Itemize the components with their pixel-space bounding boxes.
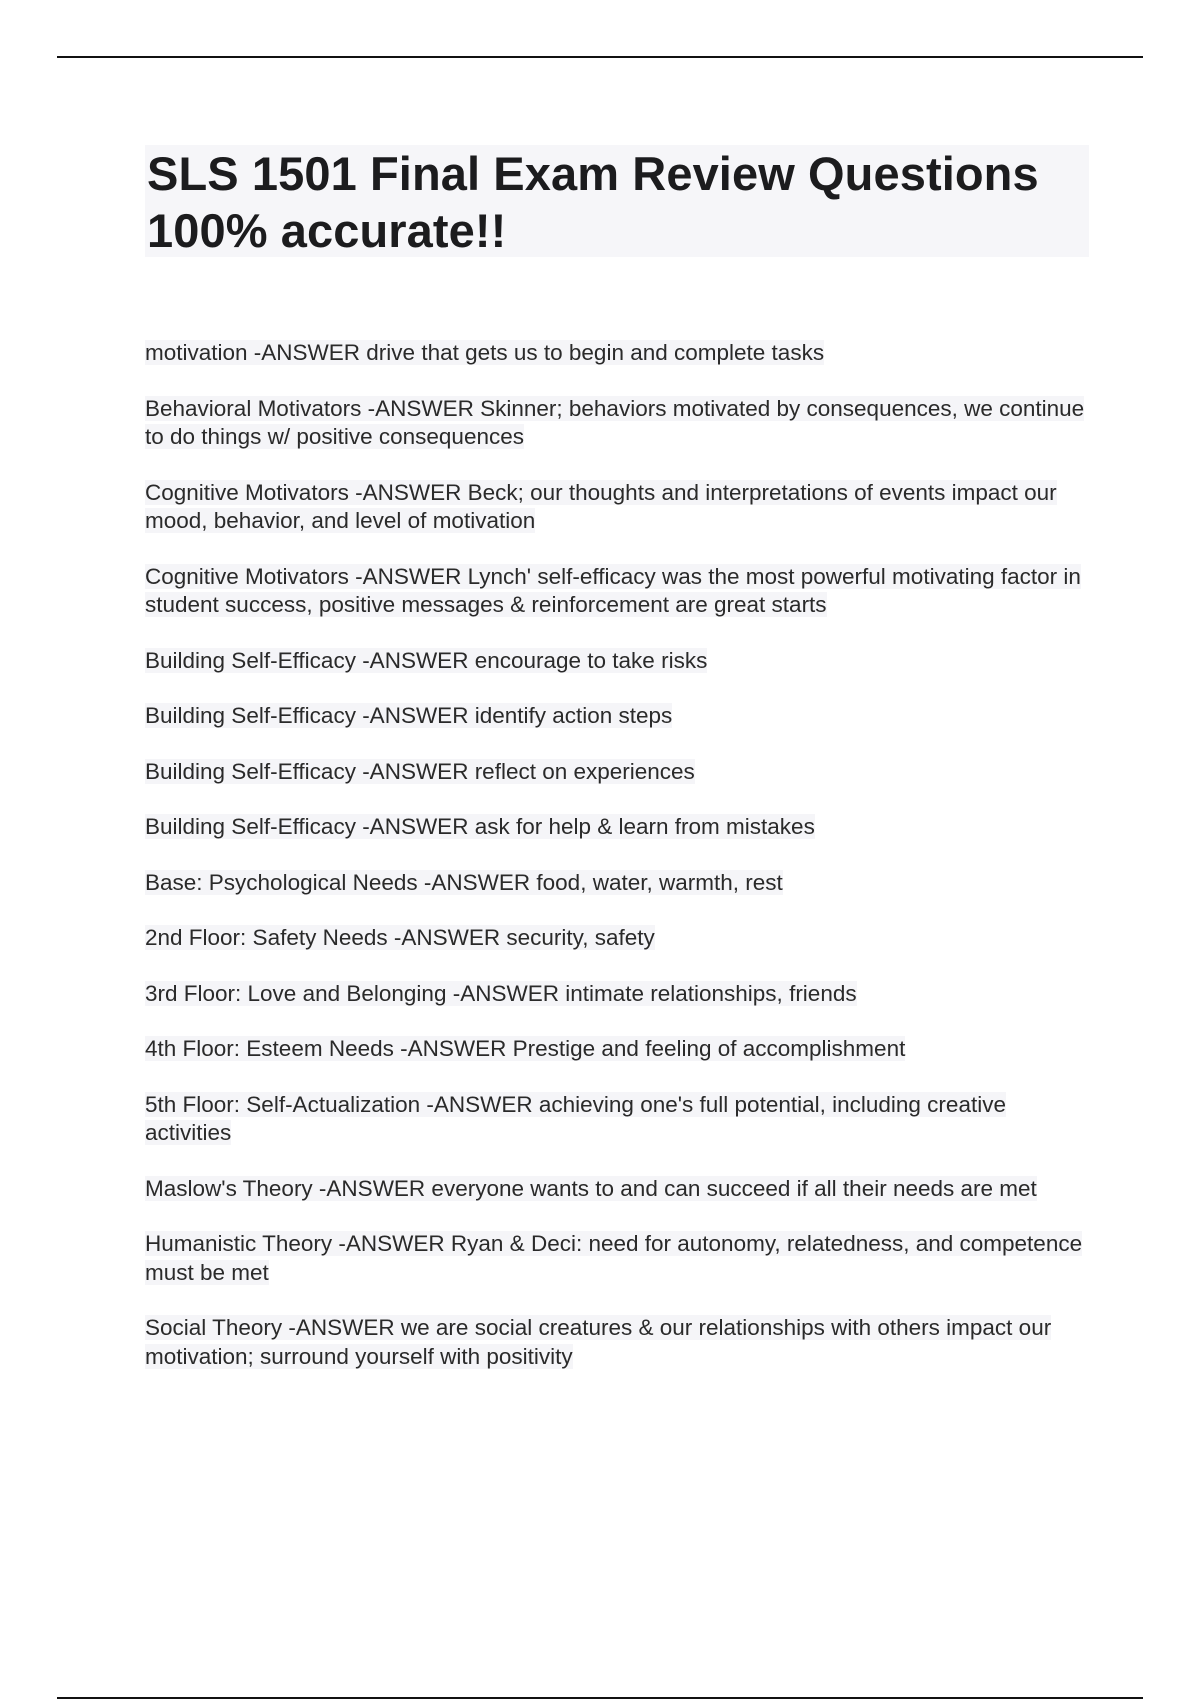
qa-item-text: 3rd Floor: Love and Belonging -ANSWER intimate relationships, friends (145, 980, 857, 1006)
qa-item-text: 5th Floor: Self-Actualization -ANSWER achieving one's full potential, including creative activities (145, 1091, 1006, 1145)
qa-item (145, 869, 1095, 898)
qa-item-text: Building Self-Efficacy -ANSWER ask for help & learn from mistakes (145, 814, 815, 839)
qa-item (145, 980, 1095, 1009)
qa-item (145, 339, 1095, 368)
qa-item (145, 1091, 1095, 1148)
bottom-rule (57, 1697, 1143, 1699)
qa-item (145, 563, 1095, 620)
qa-item (145, 395, 1095, 452)
qa-item-text: Cognitive Motivators -ANSWER Lynch' self-efficacy was the most powerful motivating factor in student success, positive messages & reinforcement are great starts (145, 563, 1081, 617)
qa-item (145, 1175, 1095, 1204)
qa-item (145, 1035, 1095, 1064)
qa-item-text: Building Self-Efficacy -ANSWER reflect on experiences (145, 758, 695, 784)
qa-list (145, 339, 1095, 1398)
qa-item (145, 924, 1095, 953)
qa-item-text: Building Self-Efficacy -ANSWER encourage to take risks (145, 647, 708, 673)
title-block (145, 145, 1089, 257)
qa-item-text: Humanistic Theory -ANSWER Ryan & Deci: need for autonomy, relatedness, and competence must be met (145, 1231, 1083, 1285)
qa-item (145, 758, 1095, 787)
top-rule (57, 56, 1143, 58)
qa-item-text: Maslow's Theory -ANSWER everyone wants to and can succeed if all their needs are met (145, 1175, 1037, 1201)
qa-item (145, 813, 1095, 842)
page-title: SLS 1501 Final Exam Review Questions 100% accurate!! (147, 147, 1039, 257)
qa-item-text: motivation -ANSWER drive that gets us to begin and complete tasks (145, 340, 825, 365)
qa-item-text: Cognitive Motivators -ANSWER Beck; our thoughts and interpretations of events impact our mood, behavior, and level of motivation (145, 479, 1057, 533)
qa-item (145, 1230, 1095, 1287)
qa-item (145, 479, 1095, 536)
qa-item-text: 2nd Floor: Safety Needs -ANSWER security, safety (145, 925, 655, 950)
qa-item (145, 1314, 1095, 1371)
qa-item (145, 702, 1095, 731)
qa-item-text: 4th Floor: Esteem Needs -ANSWER Prestige and feeling of accomplishment (145, 1036, 906, 1061)
qa-item-text: Social Theory -ANSWER we are social creatures & our relationships with others impact our motivation; surround yourself with positivity (145, 1315, 1052, 1369)
qa-item (145, 647, 1095, 676)
qa-item-text: Building Self-Efficacy -ANSWER identify action steps (145, 703, 673, 728)
qa-item-text: Base: Psychological Needs -ANSWER food, water, warmth, rest (145, 869, 783, 895)
qa-item-text: Behavioral Motivators -ANSWER Skinner; behaviors motivated by consequences, we continue to do things w/ positive consequences (145, 395, 1085, 449)
